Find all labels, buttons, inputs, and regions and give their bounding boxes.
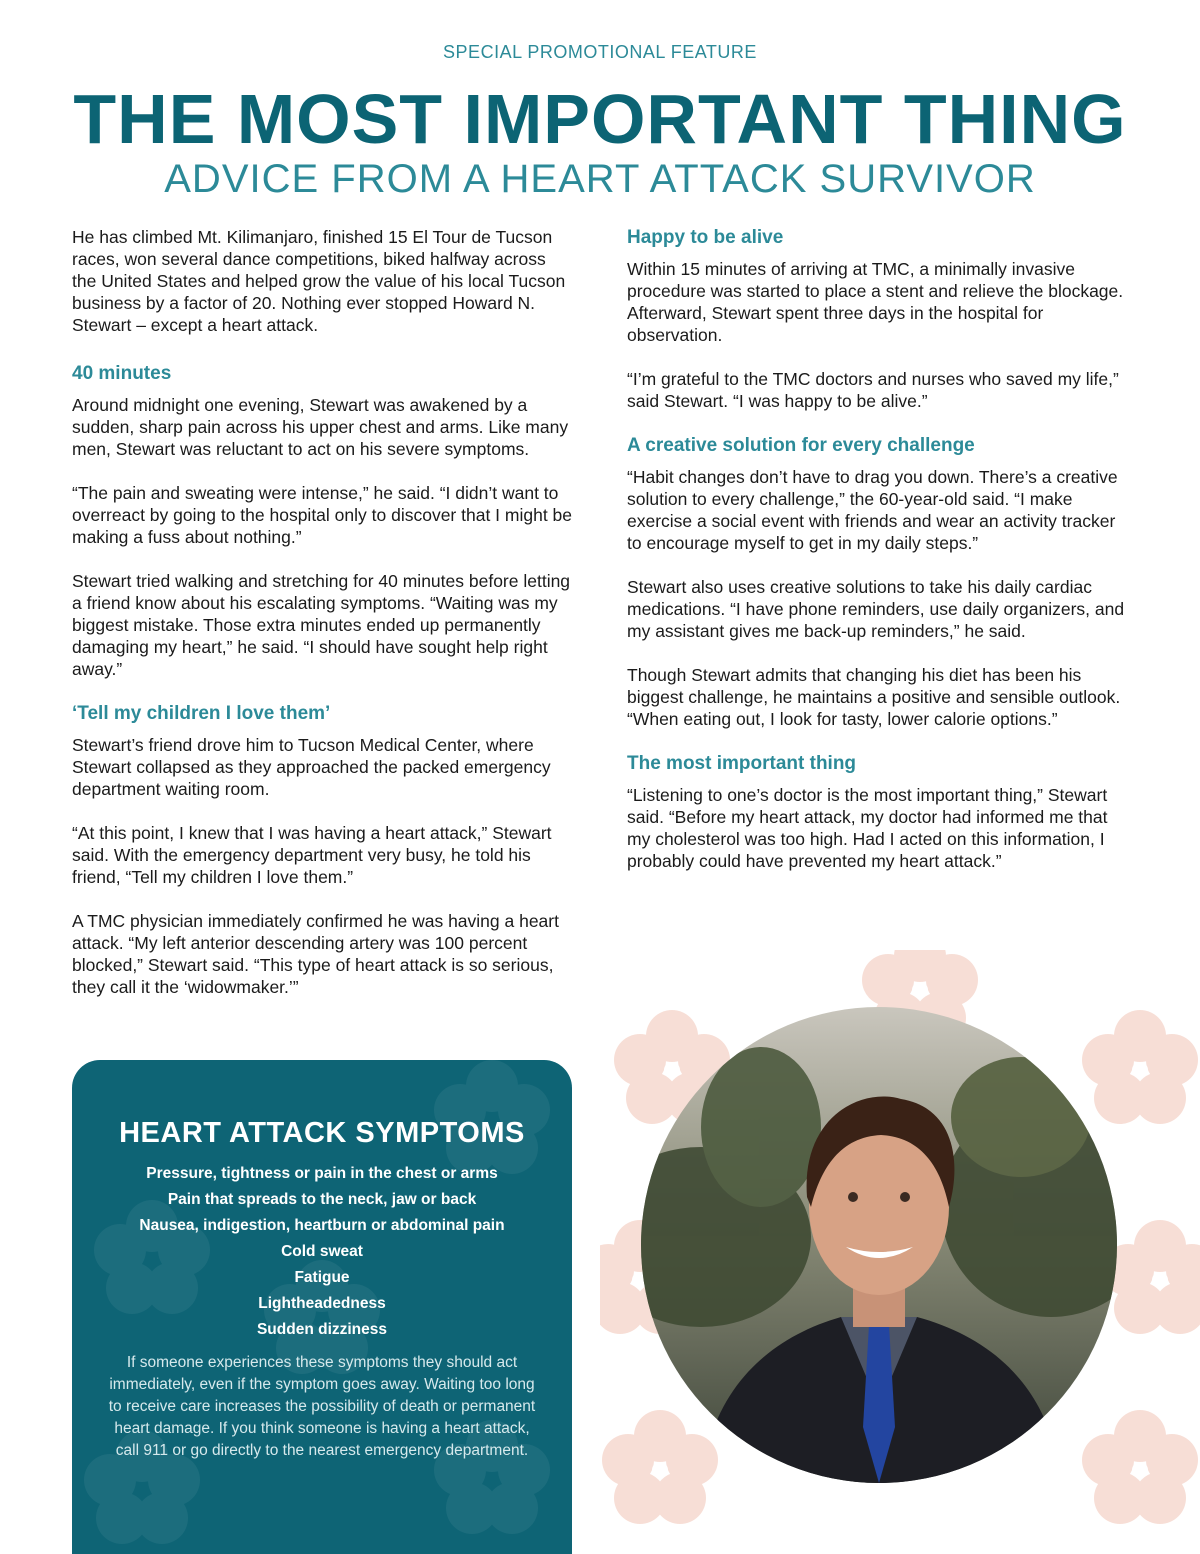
list-item: Lightheadedness: [258, 1295, 386, 1312]
paragraph: “Habit changes don’t have to drag you down. There’s a creative solution to every challenge,” the 60-year-old said. “I make exercise a social event with friends and wear an activity tracker to encourage myself to get in my daily steps.”: [627, 467, 1118, 553]
paragraph: Though Stewart admits that changing his diet has been his biggest challenge, he maintains a positive and sensible outlook. “When eating out, I look for tasty, lower calorie options.”: [627, 665, 1121, 729]
symptoms-list: [72, 1161, 572, 1343]
paragraph: Within 15 minutes of arriving at TMC, a minimally invasive procedure was started to place a stent and relieve the blockage. Afterward, Stewart spent three days in the hospital for observation.: [627, 259, 1124, 345]
paragraph: “At this point, I knew that I was having a heart attack,” Stewart said. With the emergency department very busy, he told his friend, “Tell my children I love them.”: [72, 823, 552, 887]
portrait-photo: [641, 1007, 1117, 1483]
list-item: Pain that spreads to the neck, jaw or back: [167, 1191, 477, 1208]
kicker: SPECIAL PROMOTIONAL FEATURE: [443, 42, 757, 62]
paragraph: Stewart also uses creative solutions to take his daily cardiac medications. “I have phone reminders, use daily organizers, and my assistant gives me back-up reminders,” he said.: [627, 577, 1125, 641]
paragraph: Stewart tried walking and stretching for 40 minutes before letting a friend know about his escalating symptoms. “Waiting was my biggest mistake. Those extra minutes ended up permanently damaging my heart,” he said. “I should have sought help right away.”: [72, 571, 571, 679]
paragraph: “I’m grateful to the TMC doctors and nurses who saved my life,” said Stewart. “I was happy to be alive.”: [627, 369, 1119, 411]
section-heading: The most important thing: [627, 753, 857, 774]
right-column: [627, 226, 1127, 894]
page-title: THE MOST IMPORTANT THING: [73, 80, 1127, 158]
list-item: Sudden dizziness: [256, 1321, 388, 1338]
symptoms-title: HEART ATTACK SYMPTOMS: [119, 1117, 525, 1149]
section-heading: Happy to be alive: [627, 227, 784, 248]
page-subtitle: ADVICE FROM A HEART ATTACK SURVIVOR: [164, 157, 1036, 201]
paragraph: Around midnight one evening, Stewart was awakened by a sudden, sharp pain across his upper chest and arms. Like many men, Stewart was reluctant to act on his severe symptoms.: [72, 395, 569, 459]
list-item: Fatigue: [294, 1269, 350, 1286]
section-heading: A creative solution for every challenge: [627, 435, 975, 456]
symptoms-panel: [72, 1060, 572, 1554]
list-item: Pressure, tightness or pain in the chest or arms: [146, 1165, 498, 1182]
section-heading: ‘Tell my children I love them’: [72, 703, 331, 724]
list-item: Nausea, indigestion, heartburn or abdominal pain: [139, 1217, 505, 1234]
intro-paragraph: He has climbed Mt. Kilimanjaro, finished 15 El Tour de Tucson races, won several dance competitions, biked halfway across the United States and helped grow the value of his local Tucson business by a factor of 20. Nothing ever stopped Howard N. Stewart – except a heart attack.: [72, 227, 566, 335]
left-column: [72, 226, 572, 1020]
paragraph: “Listening to one’s doctor is the most important thing,” Stewart said. “Before my heart attack, my doctor had informed me that my cholesterol was too high. Had I acted on this information, I probably could have prevented my heart attack.”: [627, 785, 1108, 871]
section-heading: 40 minutes: [72, 363, 172, 384]
paragraph: “The pain and sweating were intense,” he said. “I didn’t want to overreact by going to the hospital only to discover that I might be making a fuss about nothing.”: [72, 483, 573, 547]
symptoms-note: If someone experiences these symptoms they should act immediately, even if the symptom goes away. Waiting too long to receive care increases the possibility of death or permanent heart damage. If you think someone is having a heart attack, call 911 or go directly to the nearest emergency department.: [108, 1354, 536, 1459]
list-item: Cold sweat: [281, 1243, 363, 1260]
paragraph: Stewart’s friend drove him to Tucson Medical Center, where Stewart collapsed as they approached the packed emergency department waiting room.: [72, 735, 551, 799]
paragraph: A TMC physician immediately confirmed he was having a heart attack. “My left anterior descending artery was 100 percent blocked,” Stewart said. “This type of heart attack is so serious, they call it the ‘widowmaker.’”: [72, 911, 559, 997]
